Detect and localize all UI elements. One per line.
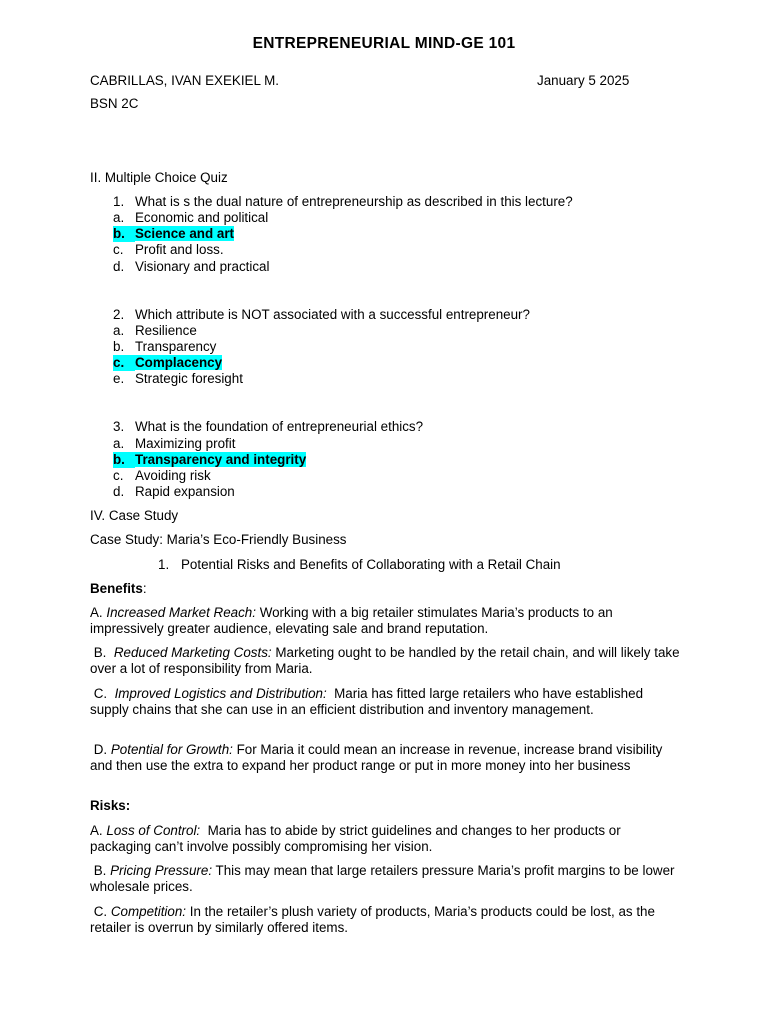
question-number: 1. [113,194,125,209]
risk-c [90,904,680,937]
question-number: 2. [113,307,125,322]
question-text: What is the foundation of entrepreneurial ethics? [135,419,424,434]
option-1a [113,210,268,226]
benefit-a [90,605,680,638]
option-label: e. [113,371,125,386]
case-study-title: Case Study: Maria’s Eco-Friendly Business [90,532,347,547]
benefit-term: Reduced Marketing Costs: [113,645,272,660]
option-3d [113,484,235,500]
benefit-text: For Maria it could mean an increase in revenue, increase brand visibility and then use the extra to expand her product range or put in more money into her business [90,742,663,774]
question-1 [113,194,573,210]
question-number: 3. [113,419,125,434]
option-text: Economic and political [135,210,269,225]
option-text: Profit and loss. [135,242,224,257]
option-text: Avoiding risk [135,468,211,483]
benefits-heading-text: Benefits [90,581,143,596]
benefit-text: Working with a big retailer stimulates Maria’s products to an impressively greater audience, elevating sale and brand reputation. [90,605,613,637]
risk-prefix: B. [90,863,111,878]
case-item-text: Potential Risks and Benefits of Collaborating with a Retail Chain [181,557,561,572]
benefit-prefix: B. [90,645,114,660]
case-study-item [158,557,561,573]
option-text: Maximizing profit [135,436,236,451]
risk-text: In the retailer’s plush variety of products, Maria’s products could be lost, as the retailer is overrun by similarly offered items. [90,904,655,936]
class-section: BSN 2C [90,96,139,111]
option-2a [113,323,197,339]
document-date: January 5 2025 [537,73,630,88]
document-title: ENTREPRENEURIAL MIND-GE 101 [252,35,516,52]
option-label: c. [113,242,124,257]
student-name: CABRILLAS, IVAN EXEKIEL M. [90,73,280,88]
benefit-prefix: D. [90,742,111,757]
risk-term: Pricing Pressure: [110,863,213,878]
option-3c [113,468,211,484]
risk-text: This may mean that large retailers pressure Maria’s profit margins to be lower wholesale prices. [90,863,675,895]
option-text: Resilience [135,323,197,338]
option-label: b. [113,226,135,242]
risk-a [90,823,680,856]
quiz-heading: II. Multiple Choice Quiz [90,170,228,185]
option-text: Transparency [135,339,217,354]
option-1d [113,259,269,275]
question-2 [113,307,530,323]
option-text: Strategic foresight [135,371,243,386]
option-label: d. [113,259,125,274]
option-1b-highlighted [113,226,234,242]
benefit-term: Increased Market Reach: [106,605,256,620]
option-label: a. [113,436,125,451]
benefit-text: Marketing ought to be handled by the retail chain, and will likely take over a lot of responsibility from Maria. [90,645,680,677]
risk-prefix: C. [90,904,111,919]
option-3b-highlighted [113,452,306,468]
option-2b [113,339,216,355]
risk-term: Loss of Control: [106,823,201,838]
option-text: Visionary and practical [135,259,270,274]
option-text: Transparency and integrity [135,452,307,467]
benefit-d [90,742,680,775]
risk-text: Maria has to abide by strict guidelines and changes to her products or packaging can’t involve possibly compromising her vision. [90,823,625,855]
option-label: d. [113,484,125,499]
option-3a [113,436,235,452]
benefit-prefix: A. [90,605,107,620]
benefit-prefix: C. [90,686,115,701]
risk-prefix: A. [90,823,107,838]
risk-term: Competition: [110,904,187,919]
option-label: b. [113,339,125,354]
benefits-heading [90,581,147,597]
option-text: Complacency [135,355,223,370]
question-text: What is s the dual nature of entrepreneurship as described in this lecture? [135,194,573,209]
option-label: c. [113,355,135,371]
option-text: Science and art [135,226,234,241]
benefit-b [90,645,680,678]
option-2c-highlighted [113,355,222,371]
benefit-term: Potential for Growth: [110,742,233,757]
option-1c [113,242,224,258]
benefit-text: Maria has fitted large retailers who have established supply chains that she can use in an efficient distribution and inventory management. [90,686,647,718]
option-label: a. [113,323,125,338]
benefit-term: Improved Logistics and Distribution: [114,686,327,701]
option-text: Rapid expansion [135,484,235,499]
option-label: b. [113,452,135,468]
option-label: c. [113,468,124,483]
risk-b [90,863,680,896]
question-text: Which attribute is NOT associated with a successful entrepreneur? [135,307,530,322]
option-2e [113,371,243,387]
case-study-heading: IV. Case Study [90,508,179,523]
option-label: a. [113,210,125,225]
case-item-number: 1. [158,557,170,572]
benefits-heading-colon: : [142,581,147,596]
question-3 [113,419,423,435]
benefit-c [90,686,680,719]
risks-heading: Risks: [90,798,131,813]
